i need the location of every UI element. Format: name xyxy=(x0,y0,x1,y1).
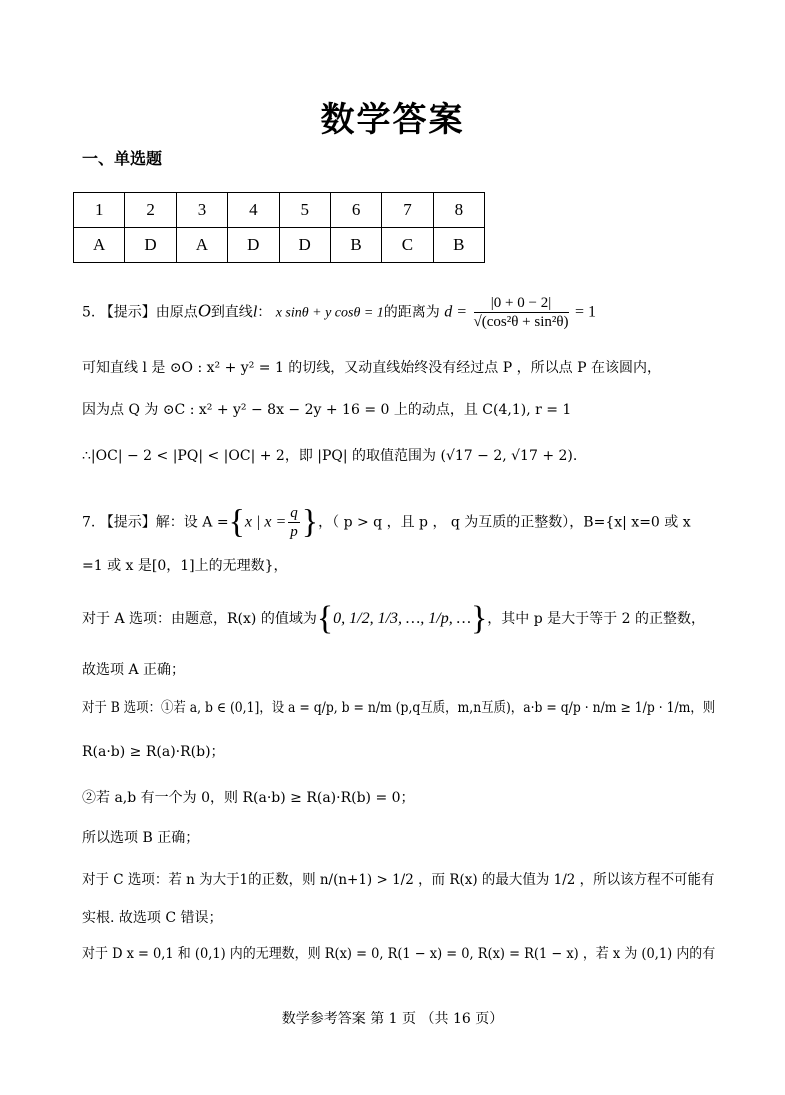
right-brace-icon: } xyxy=(470,600,488,637)
q7-set-builder: x | x = xyxy=(244,513,287,531)
q5-line-3: 因为点 Q 为 ⊙C : x² + y² − 8x − 2y + 16 = 0 上的动点，且 C(4,1), r = 1 xyxy=(82,402,572,418)
q7-line-1 xyxy=(82,504,691,541)
answer-table xyxy=(73,192,485,263)
answer-number: 4 xyxy=(228,193,279,228)
q7-line-3 xyxy=(82,602,705,636)
q7-text: ，其中 p 是大于等于 2 的正整数， xyxy=(487,611,705,627)
right-brace-icon: } xyxy=(301,503,319,541)
q5-origin-symbol: O xyxy=(197,300,211,321)
q7-line-7: ②若 a,b 有一个为 0，则 R(a·b) ≥ R(a)·R(b) = 0； xyxy=(82,790,415,806)
q7-line-2: =1 或 x 是[0，1]上的无理数}， xyxy=(82,558,288,574)
left-brace-icon: { xyxy=(228,503,245,541)
q7-line-6: R(a·b) ≥ R(a)·R(b)； xyxy=(82,744,225,760)
q5-line-2: 可知直线 l 是 ⊙O : x² + y² = 1 的切线，又动直线始终没有经过点 P ，所以点 P 在该圆内， xyxy=(82,360,661,376)
answer-choice: A xyxy=(176,228,227,263)
q5-fraction-denominator: √(cos²θ + sin²θ) xyxy=(473,314,569,330)
answer-choice: D xyxy=(228,228,279,263)
answer-choice: B xyxy=(330,228,381,263)
q5-fraction-numerator: |0 + 0 − 2| xyxy=(474,294,569,313)
answer-choice: D xyxy=(279,228,330,263)
q5-line-symbol: l xyxy=(252,303,258,321)
q5-distance-result: = 1 xyxy=(575,303,597,321)
answer-number: 5 xyxy=(279,193,330,228)
q7-line-4: 故选项 A 正确； xyxy=(82,662,186,678)
q7-range-set: 0, 1/2, 1/3, …, 1/p, … xyxy=(333,610,471,627)
q7-set-fraction xyxy=(288,504,300,541)
q5-text: ： xyxy=(257,304,272,321)
answer-choice-row xyxy=(74,228,485,263)
q5-distance-fraction xyxy=(474,294,569,331)
answer-number: 8 xyxy=(433,193,484,228)
section-heading: 一、单选题 xyxy=(82,149,163,168)
q7-line-9: 对于 C 选项：若 n 为大于1的正数，则 n/(n+1) > 1/2 ，而 R(x) 的最大值为 1/2 ，所以该方程不可能有 xyxy=(82,872,715,888)
q7-fraction-numerator: q xyxy=(290,505,298,521)
q5-hint-text: 5. 【提示】由原点 xyxy=(82,304,198,321)
q5-line-1 xyxy=(82,294,596,331)
q7-text: 对于 A 选项：由题意，R(x) 的值域为 xyxy=(82,611,317,627)
q5-line-4: ∴|OC| − 2 < |PQ| < |OC| + 2，即 |PQ| 的取值范围为 (√17 − 2, √17 + 2). xyxy=(82,448,578,464)
answer-choice: B xyxy=(433,228,484,263)
answer-number-row xyxy=(74,193,485,228)
q7-line-10: 实根. 故选项 C 错误； xyxy=(82,910,223,926)
answer-choice: D xyxy=(125,228,176,263)
q5-text: 到直线 xyxy=(210,304,253,321)
q7-text: 7. 【提示】解：设 A = xyxy=(82,514,229,531)
q7-line-8: 所以选项 B 正确； xyxy=(82,830,200,846)
q7-text: ，（ p > q ，且 p ， q 为互质的正整数），B={x| x=0 或 x xyxy=(318,514,691,531)
page-title: 数学答案 xyxy=(320,100,465,140)
answer-choice: A xyxy=(74,228,125,263)
q7-line-11: 对于 D x = 0,1 和 (0,1) 内的无理数，则 R(x) = 0, R(1 − x) = 0, R(x) = R(1 − x) ，若 x 为 (0,1) 内的有 xyxy=(82,946,716,962)
page-footer: 数学参考答案 第 1 页 （共 16 页） xyxy=(281,1011,504,1027)
q7-fraction-denominator: p xyxy=(290,524,298,540)
answer-number: 2 xyxy=(125,193,176,228)
answer-number: 1 xyxy=(74,193,125,228)
answer-number: 3 xyxy=(176,193,227,228)
left-brace-icon: { xyxy=(316,600,334,637)
answer-number: 6 xyxy=(330,193,381,228)
q5-text: 的距离为 xyxy=(383,304,440,321)
answer-number: 7 xyxy=(382,193,433,228)
q5-line-equation: x sinθ + y cosθ = 1 xyxy=(275,305,384,321)
q7-line-5: 对于 B 选项：①若 a, b ∈ (0,1]，设 a = q/p, b = n/m (p,q互质，m,n互质)，a·b = q/p · n/m ≥ 1/p · 1/m，则 xyxy=(82,700,716,716)
answer-choice: C xyxy=(382,228,433,263)
q5-distance-var: d = xyxy=(444,303,468,321)
